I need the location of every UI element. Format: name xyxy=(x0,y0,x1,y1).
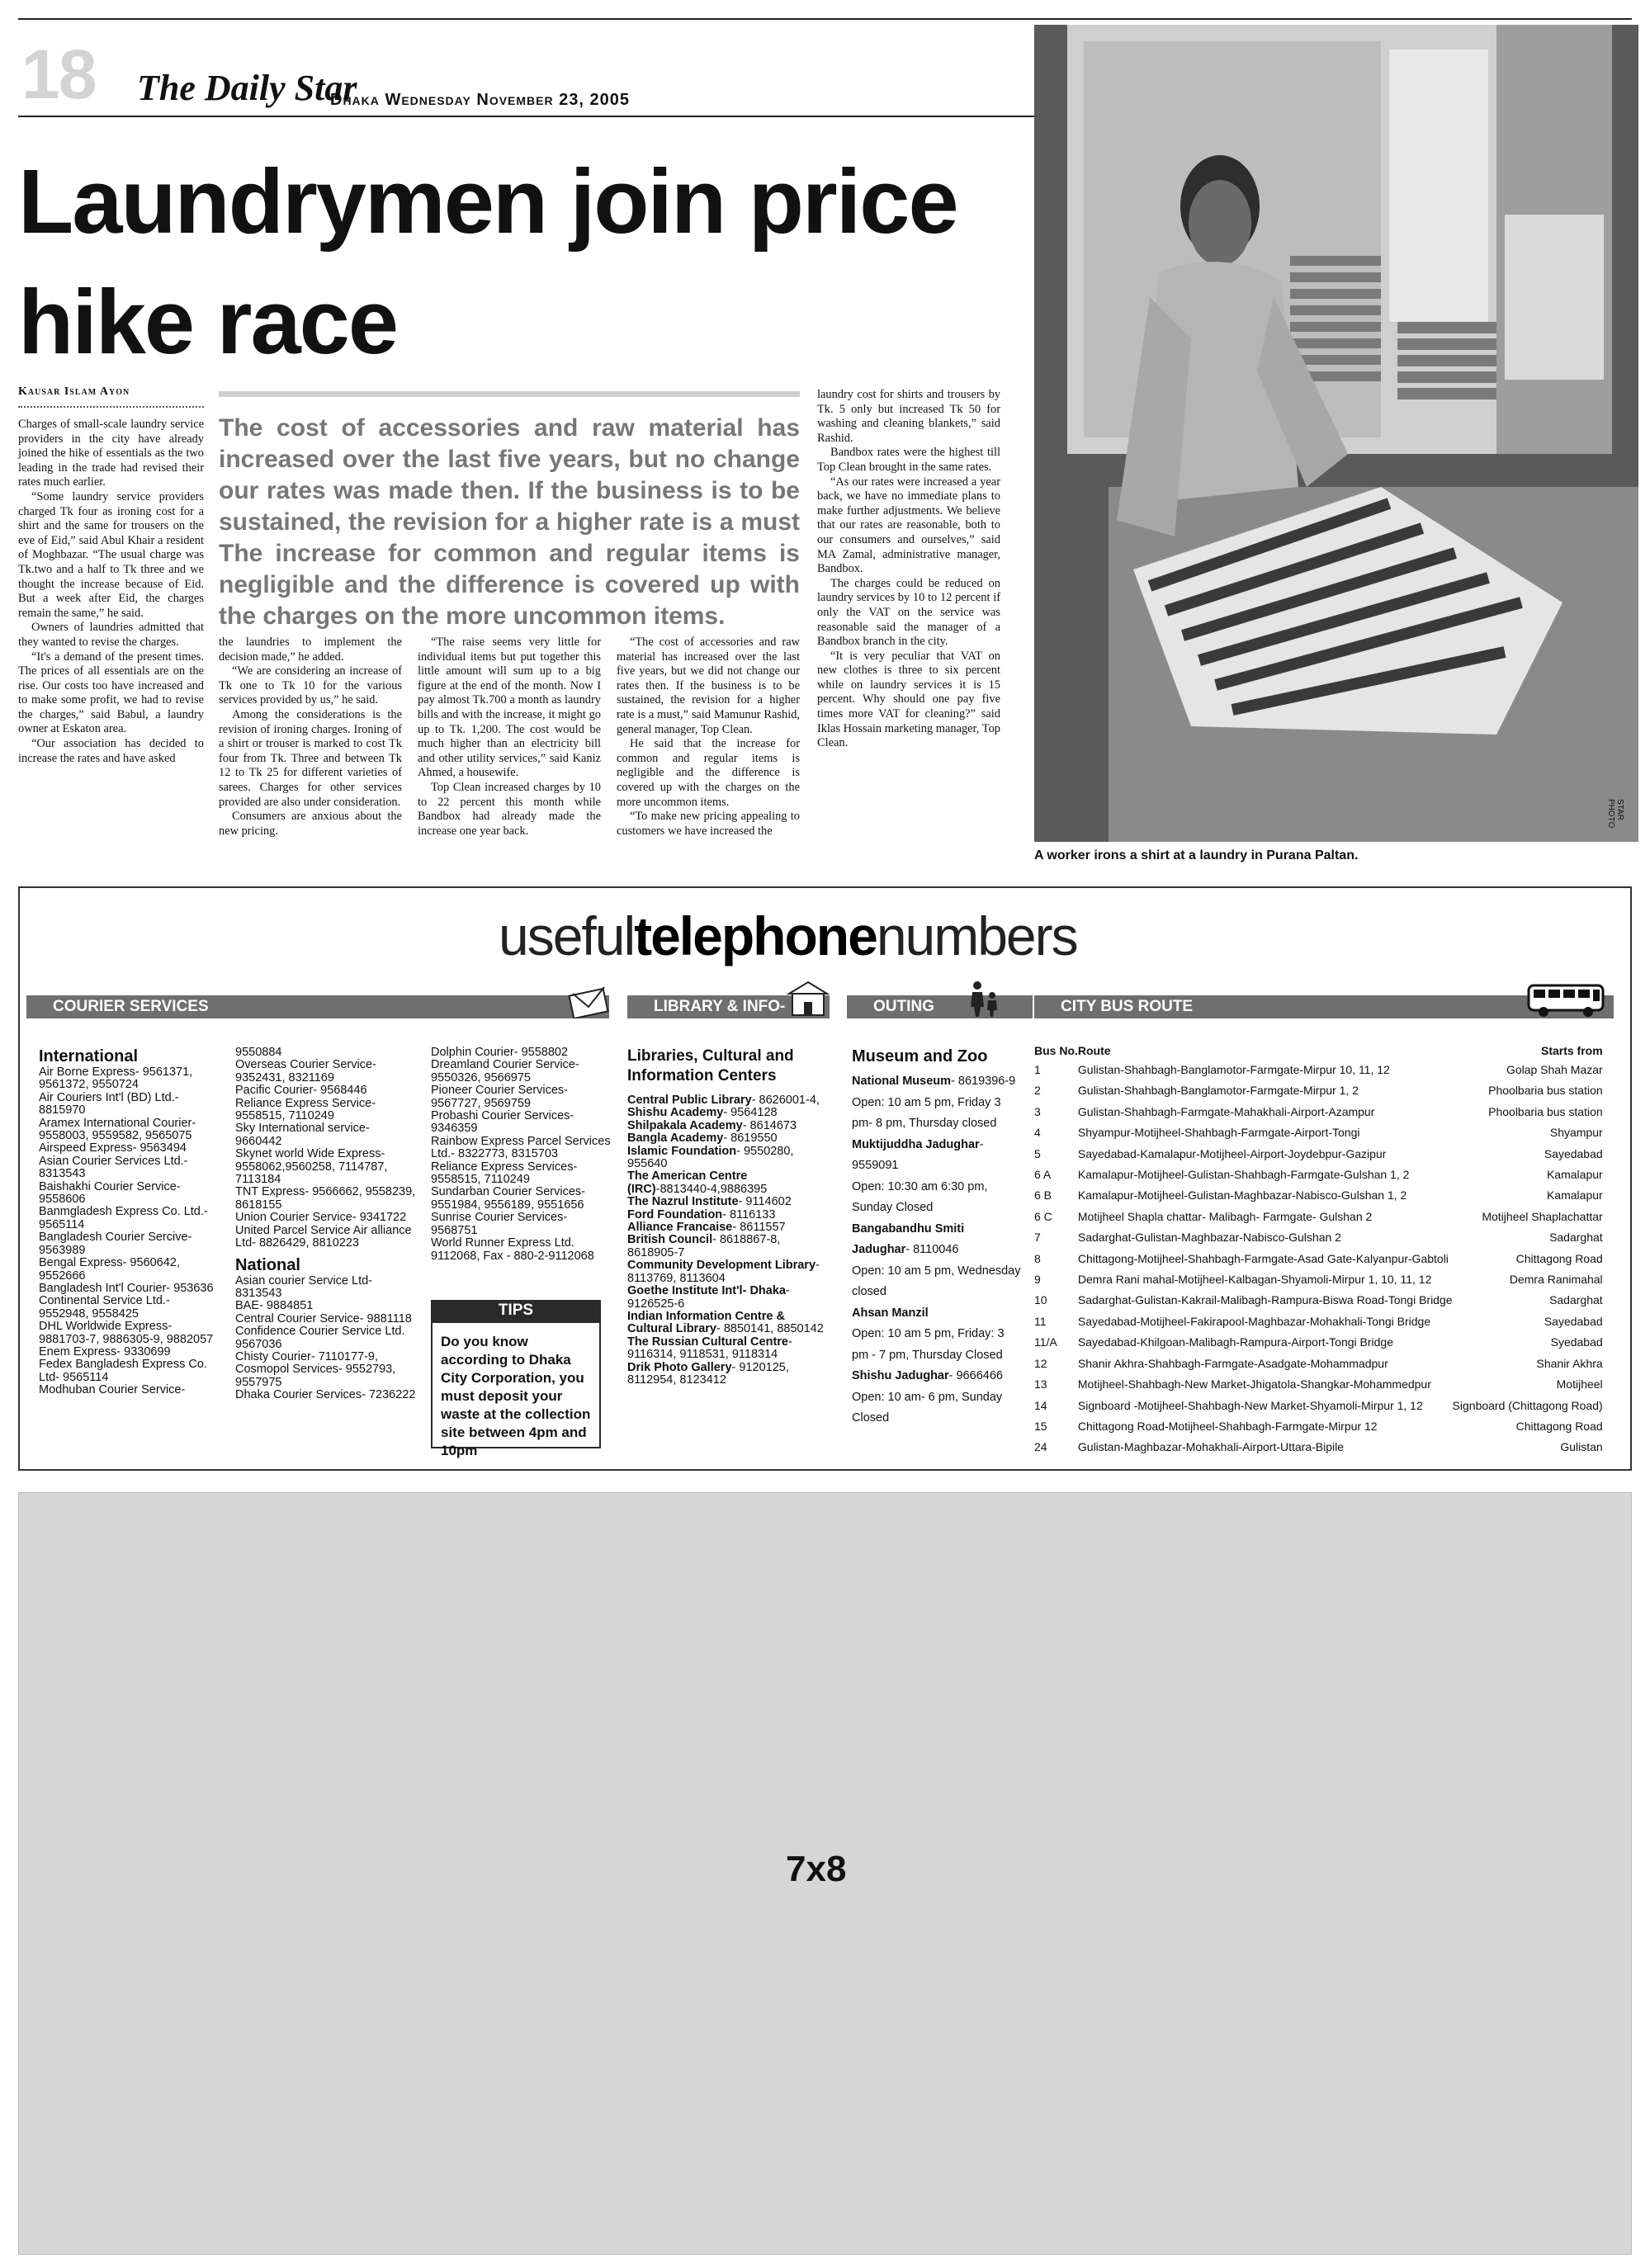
courier-entry: Reliance Express Services- xyxy=(431,1160,578,1174)
courier-entry: Sundarban Courier Services- xyxy=(431,1185,585,1199)
paragraph: The charges could be reduced on laundry services by 10 to 12 percent if only the VAT on the service was reasonable said the manager of a Bandbox branch in the city. xyxy=(817,576,1000,649)
library-number: -8813440-4,9886395 xyxy=(655,1182,768,1196)
courier-entry: BAE- 9884851 xyxy=(235,1299,314,1313)
paragraph: “Our association has decided to increase the rates and have asked xyxy=(18,737,204,765)
bus-route: Sadarghat-Gulistan-Maghbazar-Nabisco-Gulshan 2 xyxy=(1077,1231,1341,1245)
bus-start: Chittagong Road xyxy=(1515,1419,1603,1433)
courier-entry: Union Courier Service- 9341722 xyxy=(235,1211,407,1225)
library-number: - 8850141, 8850142 xyxy=(716,1322,824,1336)
bus-route: Gulistan-Shahbagh-Banglamotor-Farmgate-Mirpur 1, 2 xyxy=(1077,1084,1359,1098)
venue-number: - 9559091 xyxy=(852,1137,984,1172)
courier-entry: Chisty Courier- 7110177-9, xyxy=(235,1349,379,1363)
courier-services-label: COURIER SERVICES xyxy=(53,998,209,1015)
courier-entry: 9567036 xyxy=(235,1337,282,1351)
courier-entry: 9552666 xyxy=(39,1269,86,1283)
courier-entry: 9557975 xyxy=(235,1375,282,1389)
paragraph: the laundries to implement the decision made,” he added. xyxy=(219,636,402,664)
bus-route-row xyxy=(1034,1416,1603,1437)
courier-entry: 9558515, 7110249 xyxy=(235,1109,334,1123)
outing-entry xyxy=(852,1135,1021,1219)
courier-entry: Cosmopol Services- 9552793, xyxy=(235,1363,396,1377)
article-column-3 xyxy=(418,636,601,839)
courier-entry: Enem Express- 9330699 xyxy=(39,1344,171,1358)
courier-entry: 9567727, 9569759 xyxy=(431,1096,531,1110)
courier-entry: Confidence Courier Service Ltd. xyxy=(235,1325,405,1339)
headline-line-1: Laundrymen join price xyxy=(18,151,957,253)
paragraph: Charges of small-scale laundry service providers in the city have already joined the hike of essentials as the two leading in the trade had revised their rates much earlier. xyxy=(18,418,204,489)
bus-route-row xyxy=(1034,1185,1603,1206)
bus-start: Motijheel xyxy=(1556,1377,1603,1392)
library-number: - 9114602 xyxy=(738,1195,792,1209)
paragraph: “The cost of accessories and raw material has increased over the last five years, but we did not change our rates then. If the business is to be sustained, the revision for a higher rate is a must,” said Mamunur Rashid, general manager, Top Clean. xyxy=(617,636,800,736)
bus-route-row xyxy=(1034,1102,1603,1122)
byline-divider xyxy=(18,406,204,408)
library-entry xyxy=(627,1311,830,1336)
venue-name: Ahsan Manzil xyxy=(852,1306,929,1320)
bus-start: Kamalapur xyxy=(1546,1168,1603,1182)
bus-number: 2 xyxy=(1034,1084,1041,1098)
bus-start: Shyampur xyxy=(1549,1126,1603,1140)
library-entry xyxy=(627,1170,830,1196)
bus-route: Sadarghat-Gulistan-Kakrail-Malibagh-Rampura-Biswa Road-Tongi Bridge xyxy=(1077,1293,1453,1307)
courier-entry: Ltd.- 8322773, 8315703 xyxy=(431,1147,558,1161)
courier-entry: Aramex International Courier- xyxy=(39,1116,196,1130)
bus-route-table xyxy=(1034,1042,1603,1458)
envelope-icon xyxy=(568,982,609,1018)
courier-entry: TNT Express- 9566662, 9558239, xyxy=(235,1185,416,1199)
courier-entry: 9881703-7, 9886305-9, 9882057 xyxy=(39,1332,214,1346)
title-numbers: numbers xyxy=(876,905,1077,966)
bus-route: Gulistan-Maghbazar-Mohakhali-Airport-Uttara-Bipile xyxy=(1077,1440,1345,1454)
library-name: The Russian Cultural Centre xyxy=(627,1335,788,1349)
bus-number: 11 xyxy=(1034,1314,1047,1328)
venue-name: Shishu Jadughar xyxy=(852,1369,949,1382)
bus-route: Gulistan-Shahbagh-Banglamotor-Farmgate-Mirpur 10, 11, 12 xyxy=(1077,1063,1390,1076)
bus-route-row xyxy=(1034,1207,1603,1227)
bus-start: Kamalapur xyxy=(1546,1188,1603,1203)
masthead-top-rule xyxy=(18,18,1632,20)
library-number: - 9550280, 955640 xyxy=(627,1144,794,1171)
bus-number: 1 xyxy=(1034,1063,1041,1076)
bus-route-row xyxy=(1034,1122,1603,1143)
courier-entry: 8313543 xyxy=(235,1286,282,1300)
bus-number: 24 xyxy=(1034,1440,1047,1454)
outing-bar xyxy=(847,995,1033,1018)
courier-entry: 9561372, 9550724 xyxy=(39,1078,139,1092)
library-number: - 9116314, 9118531, 9118314 xyxy=(627,1335,792,1362)
library-info-label: LIBRARY & INFO- xyxy=(654,998,786,1015)
bus-route: Gulistan-Shahbagh-Farmgate-Mahakhali-Airport-Azampur xyxy=(1077,1104,1375,1118)
bus-start: Syedabad xyxy=(1550,1335,1603,1349)
bus-number: 12 xyxy=(1034,1356,1047,1370)
library-number: - 8618867-8, 8618905-7 xyxy=(627,1233,781,1259)
library-number: - 8611557 xyxy=(732,1221,786,1235)
bus-number: 13 xyxy=(1034,1377,1047,1392)
library-entry xyxy=(627,1196,830,1208)
outing-entry xyxy=(852,1071,1021,1135)
bus-route-row xyxy=(1034,1374,1603,1395)
courier-entry: 9660442 xyxy=(235,1134,282,1148)
bus-route: Chittagong-Motijheel-Shahbagh-Farmgate-Asad Gate-Kalyanpur-Gabtoli xyxy=(1077,1251,1449,1265)
courier-entry: Banmgladesh Express Co. Ltd.- xyxy=(39,1205,208,1219)
courier-entry: Ltd- 8826429, 8810223 xyxy=(235,1236,359,1250)
paragraph: “The raise seems very little for individual items but put together this little amount will sum up to a big figure at the end of the month. Now I pay almost Tk.700 a month as laundry bills and with the increase, it might go up to Tk. 1,200. The cost would be much higher than an electricity bill and other utility services,” said Kaniz Ahmed, a housewife. xyxy=(418,636,601,780)
courier-entry: Asian Courier Services Ltd.- xyxy=(39,1154,188,1168)
newspaper-name: The Daily Star xyxy=(137,68,357,108)
courier-entry: 9558515, 7110249 xyxy=(431,1173,530,1187)
paragraph: laundry cost for shirts and trousers by Tk. 5 only but increased Tk 50 for washing and cleaning blankets,” said Rashid. xyxy=(817,388,1000,445)
paragraph: “Some laundry service providers charged Tk four as ironing cost for a shirt and the same for trousers on the eve of Eid,” said Abul Khair a resident of Moghbazar. “The usual charge was Tk.two and a half to Tk three and we thought the increase because of Eid. But a week after Eid, the charges remain the same,” he said. xyxy=(18,489,204,620)
library-entry xyxy=(627,1362,830,1387)
paragraph: “As our rates were increased a year back, we have no immediate plans to make further adjustments. We believe that our rates are reasonable, both to our consumers and ourselves,” said MA Zamal, administrative manager, Bandbox. xyxy=(817,475,1000,576)
headline-line-2: hike race xyxy=(18,272,398,373)
bus-route: Shyampur-Motijheel-Shahbagh-Farmgate-Airport-Tongi xyxy=(1077,1126,1360,1140)
article-column-4 xyxy=(617,636,800,839)
courier-entry: 9550326, 9566975 xyxy=(431,1070,531,1084)
courier-entry: Dreamland Courier Service- xyxy=(431,1058,579,1072)
title-telephone: telephone xyxy=(634,905,877,966)
library-entry xyxy=(627,1120,830,1132)
bus-route: Sayedabad-Motijheel-Fakirapool-Maghbazar-Mohakhali-Tongi Bridge xyxy=(1077,1314,1431,1328)
courier-entry: 9550884 xyxy=(235,1046,282,1059)
paragraph: “It's a demand of the present times. The prices of all essentials are on the rise. Our costs too have increased and to make some profit, we had to revise the charges,” said Babul, a laundry owner at Eskaton area. xyxy=(18,650,204,736)
outing-column xyxy=(852,1047,1021,1429)
courier-entry: 9568751 xyxy=(431,1223,478,1237)
venue-name: National Museum xyxy=(852,1075,952,1088)
courier-list xyxy=(235,1047,421,1250)
pull-quote-rule xyxy=(219,391,800,397)
outing-entry xyxy=(852,1303,1021,1367)
library-name: The American Centre (IRC) xyxy=(627,1169,748,1196)
venue-number: - 9666466 xyxy=(948,1369,1003,1382)
city-bus-route-label: CITY BUS ROUTE xyxy=(1061,998,1194,1015)
library-entry xyxy=(627,1336,830,1362)
bus-route: Shanir Akhra-Shahbagh-Farmgate-Asadgate-Mohammadpur xyxy=(1077,1356,1388,1370)
paragraph: He said that the increase for common and regular items is negligible and the difference is covered up with the charges on the more uncommon items. xyxy=(617,737,800,809)
tips-heading: TIPS xyxy=(431,1300,601,1321)
bus-icon xyxy=(1525,982,1608,1018)
tips-text: Do you know according to Dhaka City Corporation, you must deposit your waste at the collection site between 4pm and 10pm xyxy=(431,1321,601,1448)
bus-route: Signboard -Motijheel-Shahbagh-New Market-Shyamoli-Mirpur 1, 12 xyxy=(1077,1398,1423,1412)
library-number: - 8113769, 8113604 xyxy=(627,1259,820,1285)
courier-entry: 7113184 xyxy=(235,1173,281,1187)
venue-hours: Open: 10 am- 6 pm, Sunday Closed xyxy=(852,1390,1003,1425)
bus-route-row xyxy=(1034,1060,1603,1080)
courier-entry: Pioneer Courier Services- xyxy=(431,1084,569,1098)
courier-entry: Skynet world Wide Express- xyxy=(235,1147,385,1161)
bus-number: 6 C xyxy=(1034,1209,1052,1223)
courier-entry: 9565114 xyxy=(39,1217,85,1231)
bus-start: Golap Shah Mazar xyxy=(1506,1063,1603,1076)
bus-start: Sadarghat xyxy=(1549,1293,1603,1307)
library-name: Alliance Francaise xyxy=(627,1221,733,1235)
bus-route-row xyxy=(1034,1144,1603,1165)
bus-route-row xyxy=(1034,1437,1603,1458)
international-heading: International xyxy=(39,1047,139,1065)
page-number: 18 xyxy=(21,35,96,113)
byline: Kausar Islam Ayon xyxy=(18,385,130,398)
library-building-icon xyxy=(786,979,830,1018)
courier-entry: Fedex Bangladesh Express Co. xyxy=(39,1358,207,1372)
courier-entry: 9563989 xyxy=(39,1243,86,1257)
bus-start: Shanir Akhra xyxy=(1536,1356,1603,1370)
courier-entry: World Runner Express Ltd. xyxy=(431,1236,574,1250)
courier-entry: 9558003, 9559582, 9565075 xyxy=(39,1129,192,1143)
bus-route-row xyxy=(1034,1354,1603,1374)
venue-hours: Open: 10:30 am 6:30 pm, Sunday Closed xyxy=(852,1179,988,1214)
courier-entry: Modhuban Courier Service- xyxy=(39,1383,186,1397)
bus-route-row xyxy=(1034,1080,1603,1101)
library-name: Central Public Library xyxy=(627,1094,752,1107)
bus-route-row xyxy=(1034,1269,1603,1290)
photo-credit: STAR PHOTO xyxy=(1606,799,1624,829)
bus-route-row xyxy=(1034,1332,1603,1353)
library-entry xyxy=(627,1234,830,1259)
outing-entry xyxy=(852,1366,1021,1429)
bus-start: Motijheel Shaplachattar xyxy=(1482,1209,1603,1223)
bus-route-table-wrap xyxy=(1034,1042,1603,1458)
bus-number: 6 A xyxy=(1034,1168,1052,1182)
bus-number: 3 xyxy=(1034,1104,1041,1118)
bus-route-row xyxy=(1034,1249,1603,1269)
title-useful: useful xyxy=(499,905,635,966)
paragraph: Consumers are anxious about the new pricing. xyxy=(219,810,402,838)
bus-number: 9 xyxy=(1034,1273,1041,1287)
library-name: Bangla Academy xyxy=(627,1132,724,1146)
courier-entry: Dolphin Courier- 9558802 xyxy=(431,1046,569,1059)
bus-route-row xyxy=(1034,1290,1603,1311)
courier-entry: 9558606 xyxy=(39,1193,86,1207)
courier-list xyxy=(39,1066,229,1397)
bus-start: Phoolbaria bus station xyxy=(1488,1104,1603,1118)
courier-entry: Rainbow Express Parcel Services xyxy=(431,1134,611,1148)
bus-number: 4 xyxy=(1034,1126,1041,1140)
family-icon xyxy=(964,979,1004,1018)
route-header: Route xyxy=(1077,1044,1111,1057)
pull-quote: The cost of accessories and raw material has increased over the last five years, but no change our rates was made then. If the business is to be sustained, the revision for a higher rate is a must The increase for common and regular items is negligible and the difference is covered up with the charges on the more uncommon items. xyxy=(219,414,800,630)
venue-hours: Open: 10 am 5 pm, Friday: 3 pm - 7 pm, Thursday Closed xyxy=(852,1327,1005,1362)
courier-entry: Sky International service- xyxy=(235,1122,370,1136)
venue-name: Bangabandhu Smiti Jadughar xyxy=(852,1221,965,1256)
bus-number: 15 xyxy=(1034,1419,1047,1433)
courier-entry: DHL Worldwide Express- xyxy=(39,1320,173,1334)
courier-entry: Bengal Express- 9560642, xyxy=(39,1256,180,1270)
bus-route: Sayedabad-Kamalapur-Motijheel-Airport-Joydebpur-Gazipur xyxy=(1077,1146,1387,1160)
courier-entry: Asian courier Service Ltd- xyxy=(235,1273,373,1288)
courier-entry: 9352431, 8321169 xyxy=(235,1070,334,1084)
library-entry xyxy=(627,1146,830,1171)
paragraph: “To make new pricing appealing to customers we have increased the xyxy=(617,810,800,838)
headline xyxy=(18,142,1021,383)
courier-entry: 8618155 xyxy=(235,1198,282,1212)
library-name: Islamic Foundation xyxy=(627,1144,737,1158)
bus-number: 11/A xyxy=(1034,1335,1057,1349)
bus-table-body xyxy=(1034,1060,1603,1458)
courier-entry: Reliance Express Service- xyxy=(235,1096,376,1110)
bus-start: Sadarghat xyxy=(1549,1231,1603,1245)
courier-entry: United Parcel Service Air alliance xyxy=(235,1223,412,1237)
article-column-1 xyxy=(18,418,204,766)
venue-hours: Open: 10 am 5 pm, Friday 3 pm- 8 pm, Thursday closed xyxy=(852,1095,1001,1130)
courier-entry: Airspeed Express- 9563494 xyxy=(39,1141,187,1155)
directory-title xyxy=(499,905,1077,967)
courier-column-2 xyxy=(235,1047,421,1402)
library-name: The Nazrul Institute xyxy=(627,1195,739,1209)
library-heading: Libraries, Cultural and Information Centers xyxy=(627,1047,794,1084)
courier-entry: 9551984, 9556189, 9551656 xyxy=(431,1198,584,1212)
courier-entry: Bangladesh Int'l Courier- 953636 xyxy=(39,1281,214,1295)
national-heading: National xyxy=(235,1255,300,1274)
outing-entry xyxy=(852,1219,1021,1303)
photo-caption: A worker irons a shirt at a laundry in Purana Paltan. xyxy=(1034,848,1359,862)
courier-entry: Sunrise Courier Services- xyxy=(431,1211,568,1225)
article-column-2 xyxy=(219,636,402,839)
bus-route-row xyxy=(1034,1165,1603,1185)
library-entry xyxy=(627,1132,830,1145)
library-entry xyxy=(627,1259,830,1285)
courier-entry: 9558062,9560258, 7114787, xyxy=(235,1160,388,1174)
courier-entry: Continental Service Ltd.- xyxy=(39,1294,170,1308)
paragraph: Among the considerations is the revision of ironing charges. Ironing of a shirt or trouser is marked to cost Tk four from Tk. Three and between Tk 12 to Tk 25 for different varieties of sarees. Charges for other services provided are also under consideration. xyxy=(219,707,402,809)
courier-entry: 8313543 xyxy=(39,1167,86,1181)
courier-entry: Pacific Courier- 9568446 xyxy=(235,1084,367,1098)
paragraph: “It is very peculiar that VAT on new clothes is three to six percent while on laundry services it is 15 percent. Why should one pay five times more VAT for cleaning?” said Iklas Hossain marketing manager, Top Clean. xyxy=(817,649,1000,750)
outing-list xyxy=(852,1071,1021,1429)
courier-entry: Overseas Courier Service- xyxy=(235,1058,376,1072)
bus-number: 5 xyxy=(1034,1146,1041,1160)
bus-route-row xyxy=(1034,1227,1603,1248)
courier-entry: Ltd- 9565114 xyxy=(39,1370,109,1384)
courier-entry: 9346359 xyxy=(431,1122,478,1136)
library-entry xyxy=(627,1221,830,1234)
library-name: Drik Photo Gallery xyxy=(627,1360,732,1374)
bus-start: Demra Ranimahal xyxy=(1509,1273,1603,1287)
bus-number: 14 xyxy=(1034,1398,1047,1412)
library-number: - 8116133 xyxy=(722,1207,776,1221)
venue-name: Muktijuddha Jadughar xyxy=(852,1137,980,1151)
bus-number: 8 xyxy=(1034,1251,1041,1265)
bus-number: 6 B xyxy=(1034,1188,1052,1203)
bus-route: Kamalapur-Motijheel-Gulistan-Shahbagh-Farmgate-Gulshan 1, 2 xyxy=(1077,1168,1410,1182)
courier-entry: Baishakhi Courier Service- xyxy=(39,1179,181,1193)
library-column xyxy=(627,1047,830,1387)
courier-entry: Probashi Courier Services- xyxy=(431,1109,574,1123)
library-name: Community Development Library xyxy=(627,1259,816,1273)
bus-table-header xyxy=(1034,1042,1603,1060)
courier-entry: 9112068, Fax - 880-2-9112068 xyxy=(431,1249,594,1263)
courier-entry: Dhaka Courier Services- 7236222 xyxy=(235,1388,416,1402)
bus-start: Signboard (Chittagong Road) xyxy=(1452,1398,1603,1412)
bus-number: 10 xyxy=(1034,1293,1047,1307)
bus-route-row xyxy=(1034,1311,1603,1332)
library-number: - 8614673 xyxy=(742,1118,797,1132)
outing-label: OUTING xyxy=(873,998,934,1015)
venue-number: - 8619396-9 xyxy=(951,1075,1016,1088)
library-name: Goethe Institute Int'l- Dhaka xyxy=(627,1284,786,1298)
bus-start: Phoolbaria bus station xyxy=(1488,1084,1603,1098)
library-number: - 9120125, 8112954, 8123412 xyxy=(627,1360,789,1387)
paragraph: Top Clean increased charges by 10 to 22 percent this month while Bandbox had already made the increase one year back. xyxy=(418,780,601,838)
library-entry xyxy=(627,1094,830,1107)
venue-hours: Open: 10 am 5 pm, Wednesday closed xyxy=(852,1264,1021,1298)
bus-route: Sayedabad-Khilgoan-Malibagh-Rampura-Airport-Tongi Bridge xyxy=(1077,1335,1393,1349)
bus-route: Kamalapur-Motijheel-Gulistan-Maghbazar-Nabisco-Gulshan 1, 2 xyxy=(1077,1188,1407,1203)
courier-column-1 xyxy=(39,1047,229,1397)
ad-size-label: 7x8 xyxy=(786,1849,847,1889)
paragraph: Bandbox rates were the highest till Top Clean brought in the same rates. xyxy=(817,446,1000,474)
courier-entry: Bangladesh Courier Sercive- xyxy=(39,1231,192,1245)
courier-entry: 9552948, 9558425 xyxy=(39,1306,139,1321)
bus-start: Gulistan xyxy=(1560,1440,1603,1454)
outing-heading: Museum and Zoo xyxy=(852,1047,988,1065)
bus-route: Motijheel Shapla chattar- Malibagh- Farmgate- Gulshan 2 xyxy=(1077,1209,1373,1223)
venue-number: - 8110046 xyxy=(905,1243,959,1256)
bus-route: Chittagong Road-Motijheel-Shahbagh-Farmgate-Mirpur 12 xyxy=(1077,1419,1378,1433)
library-entry xyxy=(627,1107,830,1119)
bus-start: Sayedabad xyxy=(1544,1314,1603,1328)
courier-list xyxy=(431,1047,621,1263)
library-number: - 8619550 xyxy=(723,1132,778,1146)
bus-route: Motijheel-Shahbagh-New Market-Jhigatola-Shangkar-Mohammedpur xyxy=(1077,1377,1431,1392)
bus-number: 7 xyxy=(1034,1231,1041,1245)
library-name: Shishu Academy xyxy=(627,1106,724,1120)
library-number: - 9564128 xyxy=(723,1106,778,1120)
courier-entry: Air Borne Express- 9561371, xyxy=(39,1065,193,1079)
library-list xyxy=(627,1094,830,1387)
bus-start: Chittagong Road xyxy=(1515,1251,1603,1265)
article-column-5 xyxy=(817,388,1000,751)
bus-no-header: Bus No. xyxy=(1034,1044,1078,1057)
courier-entry: 8815970 xyxy=(39,1103,86,1117)
library-name: Shilpakala Academy xyxy=(627,1118,743,1132)
bus-route-row xyxy=(1034,1396,1603,1416)
article-photo xyxy=(1034,25,1638,842)
library-number: - 9126525-6 xyxy=(627,1284,790,1311)
library-entry xyxy=(627,1209,830,1221)
dateline: Dhaka Wednesday November 23, 2005 xyxy=(330,91,631,109)
starts-from-header: Starts from xyxy=(1540,1044,1603,1057)
photo-illustration xyxy=(1034,25,1638,842)
library-name: British Council xyxy=(627,1233,713,1247)
bus-route: Demra Rani mahal-Motijheel-Kalbagan-Shyamoli-Mirpur 1, 10, 11, 12 xyxy=(1077,1273,1432,1287)
library-name: Ford Foundation xyxy=(627,1207,723,1221)
bus-start: Sayedabad xyxy=(1544,1146,1603,1160)
library-name: Indian Information Centre & Cultural Library xyxy=(627,1309,785,1336)
paragraph: “We are considering an increase of Tk one to Tk 10 for the various services provided by us,” he said. xyxy=(219,664,402,707)
courier-column-3 xyxy=(431,1047,621,1263)
library-entry xyxy=(627,1285,830,1311)
courier-services-bar xyxy=(26,995,609,1018)
courier-entry: Air Couriers Int'l (BD) Ltd.- xyxy=(39,1090,179,1104)
library-number: - 8626001-4, xyxy=(751,1094,820,1107)
courier-list xyxy=(235,1275,421,1402)
courier-entry: Central Courier Service- 9881118 xyxy=(235,1311,412,1325)
paragraph: Owners of laundries admitted that they wanted to revise the charges. xyxy=(18,621,204,649)
